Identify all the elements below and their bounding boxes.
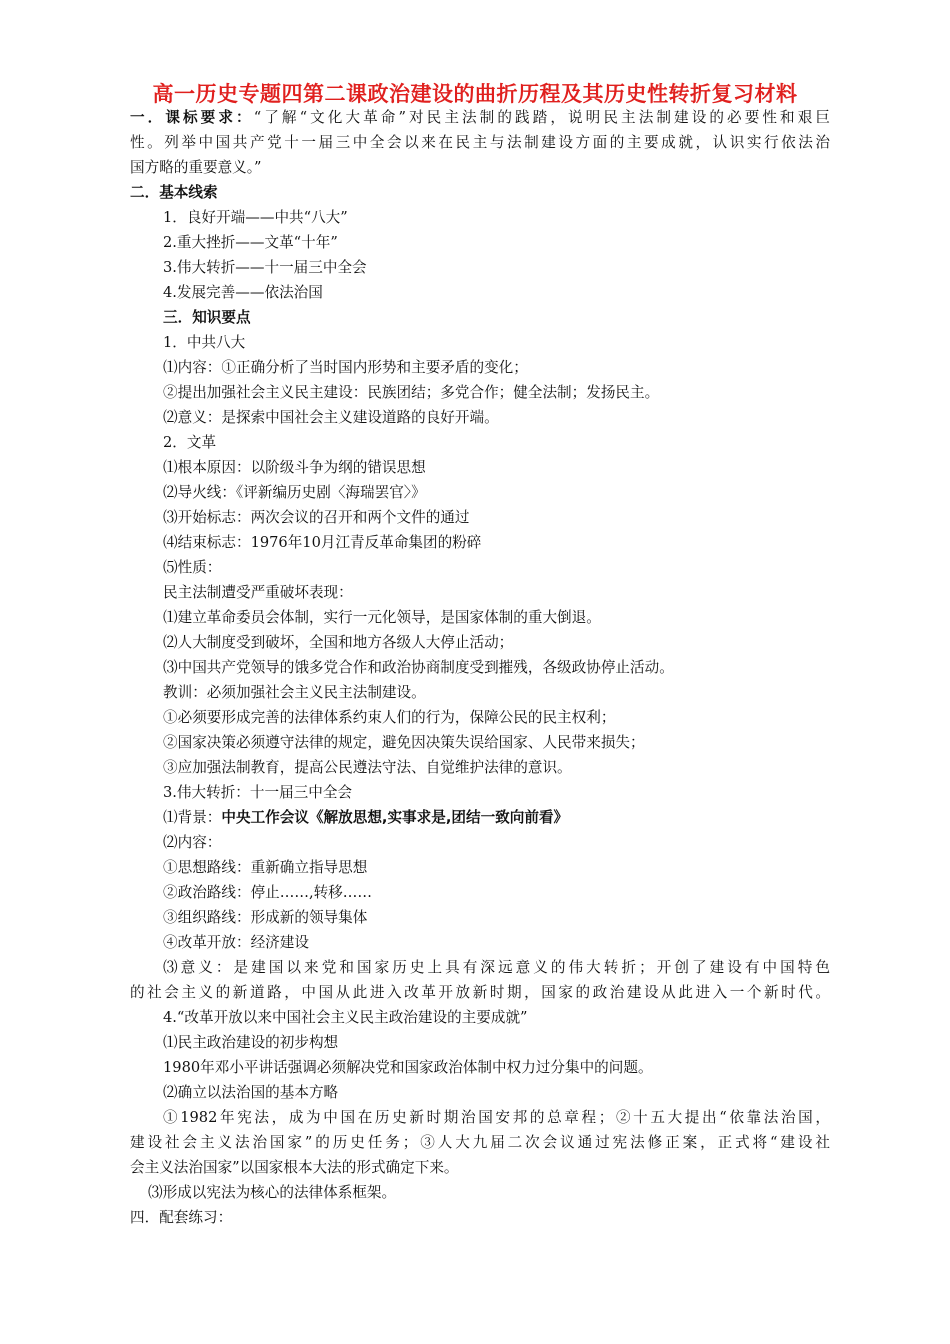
clue-item: 2.重大挫折——文革“十年”: [163, 234, 338, 251]
clue-item: 3.伟大转折——十一届三中全会: [163, 259, 367, 276]
point-line: ⑶开始标志：两次会议的召开和两个文件的通过: [163, 509, 470, 526]
point-line: ①必须要形成完善的法律体系约束人们的行为，保障公民的民主权利；: [163, 709, 616, 726]
point-line: ①1982年宪法，成为中国在历史新时期治国安邦的总章程；②十五大提出“依靠法治国，: [163, 1109, 830, 1126]
point-line: ⑴建立革命委员会体制，实行一元化领导，是国家体制的重大倒退。: [163, 609, 601, 626]
point-heading-2: 2．文革: [163, 434, 217, 451]
section-heading-exercises: 四．配套练习：: [130, 1209, 233, 1226]
point-line: 会主义法治国家”以国家根本大法的形式确定下来。: [130, 1159, 459, 1176]
section-heading-points: 三．知识要点: [163, 309, 251, 326]
curriculum-line-1: [130, 107, 830, 129]
point-line: ⑴内容：①正确分析了当时国内形势和主要矛盾的变化；: [163, 359, 528, 376]
section-heading-clues: 二．基本线索: [130, 184, 218, 201]
point-line: ⑵人大制度受到破坏，全国和地方各级人大停止活动；: [163, 634, 514, 651]
point-line: ⑵确立以法治国的基本方略: [163, 1084, 339, 1101]
point-line: ⑵意义：是探索中国社会主义建设道路的良好开端。: [163, 409, 499, 426]
point-line: ②国家决策必须遵守法律的规定，避免因决策失误给国家、人民带来损失；: [163, 734, 645, 751]
curriculum-text-3: 国方略的重要意义。”: [130, 159, 262, 176]
point-line: ⑶中国共产党领导的饿多党合作和政治协商制度受到摧残，各级政协停止活动。: [163, 659, 674, 676]
point-line: ⑵导火线：《评新编历史剧〈海瑞罢官〉》: [163, 484, 426, 501]
clue-item: 1．良好开端——中共“八大”: [163, 209, 348, 226]
curriculum-label: 一．课标要求：: [130, 109, 254, 126]
curriculum-text-2: 性。列举中国共产党十一届三中全会以来在民主与法制建设方面的主要成就，认识实行依法治: [130, 134, 830, 151]
point-line: ⑸性质：: [163, 559, 222, 576]
clue-item: 4.发展完善——依法治国: [163, 284, 323, 301]
meaning-line-1: ⑶意义：是建国以来党和国家历史上具有深远意义的伟大转折；开创了建设有中国特色: [163, 959, 830, 976]
point-line: ⑵内容：: [163, 834, 222, 851]
point-heading-3: 3.伟大转折：十一届三中全会: [163, 784, 353, 801]
point-heading-1: 1．中共八大: [163, 334, 246, 351]
point-line: 建设社会主义法治国家”的历史任务；③人大九届二次会议通过宪法修正案，正式将“建设社: [130, 1134, 830, 1151]
point-line: ③组织路线：形成新的领导集体: [163, 909, 368, 926]
point-heading-4: 4.“改革开放以来中国社会主义民主政治建设的主要成就”: [163, 1009, 528, 1026]
point-line: ⑶形成以宪法为核心的法律体系框架。: [148, 1184, 397, 1201]
point-line: 教训：必须加强社会主义民主法制建设。: [163, 684, 426, 701]
meaning-line-2: 的社会主义的新道路，中国从此进入改革开放新时期，国家的政治建设从此进入一个新时代。: [130, 984, 830, 1001]
background-text: 中央工作会议《解放思想,实事求是,团结一致向前看》: [221, 809, 569, 826]
point-line: ⑷结束标志：1976年10月江青反革命集团的粉碎: [163, 534, 482, 551]
point-line: ②政治路线：停止……,转移……: [163, 884, 372, 901]
point-line: ②提出加强社会主义民主建设：民族团结；多党合作；健全法制；发扬民主。: [163, 384, 660, 401]
background-label: ⑴背景：: [163, 809, 222, 826]
point-line: 1980年邓小平讲话强调必须解决党和国家政治体制中权力过分集中的问题。: [163, 1059, 653, 1076]
point-line: ④改革开放：经济建设: [163, 934, 309, 951]
point-line: ①思想路线：重新确立指导思想: [163, 859, 368, 876]
point-line: ⑴民主政治建设的初步构想: [163, 1034, 339, 1051]
point-line: 民主法制遭受严重破坏表现：: [163, 584, 353, 601]
point-line: ⑴根本原因：以阶级斗争为纲的错误思想: [163, 459, 426, 476]
curriculum-text-1: “了解“文化大革命”对民主法制的践踏，说明民主法制建设的必要性和艰巨: [253, 109, 830, 126]
background-line: [163, 807, 830, 829]
page-title: 高一历史专题四第二课政治建设的曲折历程及其历史性转折复习材料: [152, 82, 798, 106]
point-line: ③应加强法制教育，提高公民遵法守法、自觉维护法律的意识。: [163, 759, 572, 776]
